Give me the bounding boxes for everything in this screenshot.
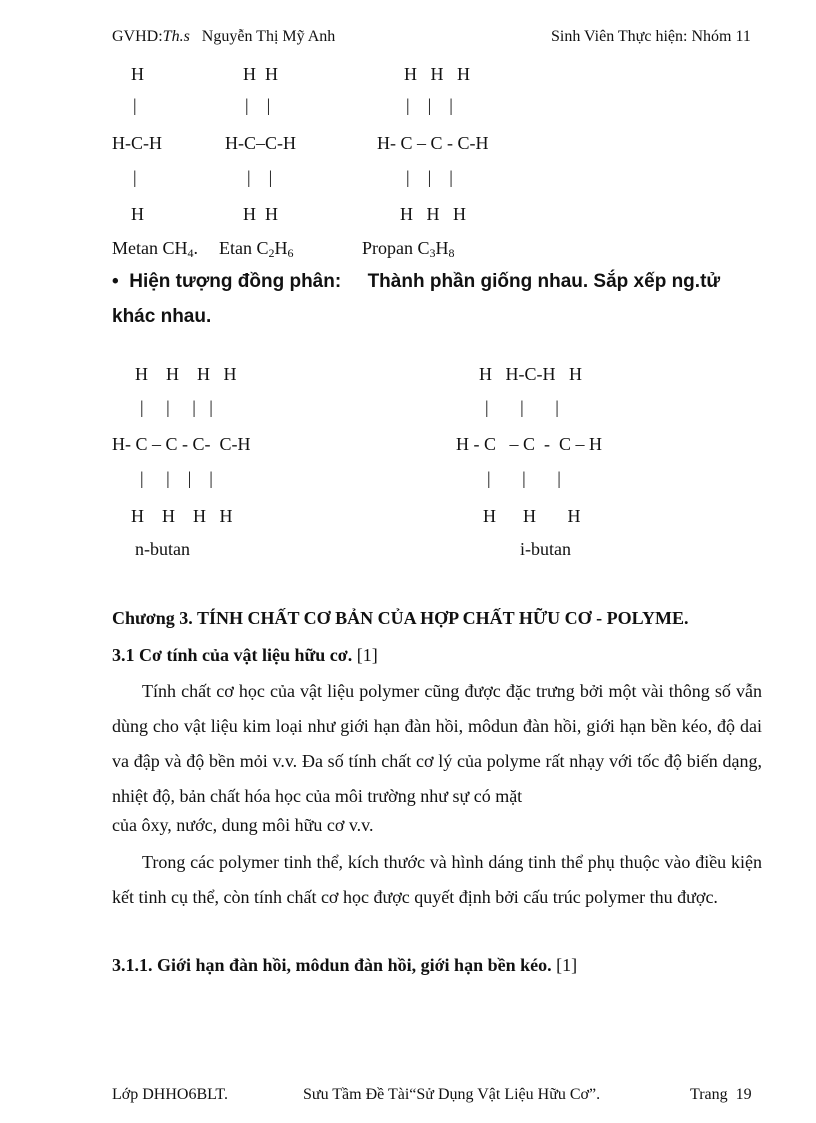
gvhd-name: Nguyễn Thị Mỹ Anh	[201, 28, 336, 45]
etan-label-sub1: 2	[268, 246, 275, 260]
ibutan-label: i-butan	[520, 539, 571, 559]
ibutan-bond-bottom: | | |	[487, 468, 561, 488]
paragraph-1-text: Tính chất cơ học của vật liệu polymer cũng được đặc trưng bởi một vài thông số vẫn dùng cho vật liệu kim loại như giới hạn đàn hồi, môdun đàn hồi, giới hạn bền kéo, độ dai va đập và độ bền mỏi v.v. Đa số tính chất cơ lý của polyme rất nhạy với tốc độ biến dạng, nhiệt độ, bản chất hóa học của môi trường như sự có mặt	[112, 681, 762, 806]
nbutan-label: n-butan	[135, 539, 190, 559]
gvhd-title: Th.s	[162, 28, 190, 45]
section-3-1-1-ref: [1]	[556, 955, 578, 975]
paragraph-2	[112, 845, 762, 915]
metan-label-dot: .	[193, 238, 198, 258]
propan-bond-bottom: | | |	[406, 167, 453, 187]
section-3-1-ref: [1]	[356, 645, 378, 665]
isomer-text: Thành phần giống nhau. Sắp xếp ng.tử	[367, 271, 721, 292]
propan-label-sub2: 8	[448, 246, 455, 260]
nbutan-bond-bottom: | | | |	[140, 468, 213, 488]
metan-label-sub: 4	[187, 246, 194, 260]
propan-label-text: Propan C	[362, 238, 430, 258]
etan-bond-top: | |	[245, 95, 271, 115]
etan-label	[219, 238, 294, 259]
nbutan-bond-top: | | | |	[140, 397, 213, 417]
nbutan-top: H H H H	[135, 364, 237, 384]
metan-label-text: Metan CH	[112, 238, 188, 258]
isomer-line	[112, 271, 720, 293]
nbutan-bottom: H H H H	[131, 506, 233, 526]
etan-label-text: Etan C	[219, 238, 269, 258]
metan-bond-bottom: |	[133, 167, 137, 187]
isomer-label: Hiện tượng đồng phân:	[129, 271, 342, 292]
propan-top: H H H	[404, 64, 470, 84]
chapter-title: Chương 3. TÍNH CHẤT CƠ BẢN CỦA HỢP CHẤT HỮU CƠ - POLYME.	[112, 608, 689, 628]
etan-label-sub2: 6	[287, 246, 294, 260]
metan-top: H	[131, 64, 144, 84]
paragraph-1-end: của ôxy, nước, dung môi hữu cơ v.v.	[112, 815, 374, 835]
propan-label-h: H	[435, 238, 449, 258]
nbutan-mid: H- C – C - C- C-H	[112, 434, 251, 454]
gvhd-prefix: GVHD:	[112, 28, 163, 45]
header-left	[112, 28, 335, 46]
isomer-text-2: khác nhau.	[112, 306, 212, 327]
section-3-1-title: 3.1 Cơ tính của vật liệu hữu cơ.	[112, 645, 353, 665]
propan-bottom: H H H	[400, 204, 466, 224]
ibutan-bottom: H H H	[483, 506, 581, 526]
section-3-1-1-title: 3.1.1. Giới hạn đàn hồi, môdun đàn hồi, giới hạn bền kéo.	[112, 955, 552, 975]
etan-bond-bottom: | |	[247, 167, 273, 187]
metan-label	[112, 238, 198, 259]
section-3-1-heading	[112, 645, 378, 666]
etan-bottom: H H	[243, 204, 278, 224]
footer-page: Trang 19	[690, 1086, 752, 1103]
ibutan-top: H H-C-H H	[479, 364, 582, 384]
etan-label-h: H	[274, 238, 288, 258]
etan-top: H H	[243, 64, 278, 84]
ibutan-bond-top: | | |	[485, 397, 559, 417]
metan-mid: H-C-H	[112, 133, 162, 153]
footer-class: Lớp DHHO6BLT.	[112, 1086, 229, 1103]
metan-bond-top: |	[133, 95, 137, 115]
propan-label	[362, 238, 455, 259]
paragraph-1	[112, 674, 762, 814]
section-3-1-1-heading	[112, 955, 577, 976]
paragraph-2-text: Trong các polymer tinh thể, kích thước và hình dáng tinh thể phụ thuộc vào điều kiện kết tinh cụ thể, còn tính chất cơ học được quyết định bởi cấu trúc polymer thu được.	[112, 852, 762, 907]
header-group: Sinh Viên Thực hiện: Nhóm 11	[551, 28, 751, 45]
propan-label-sub1: 3	[429, 246, 436, 260]
footer-topic: Sưu Tầm Đề Tài“Sử Dụng Vật Liệu Hữu Cơ”.	[303, 1086, 601, 1103]
ibutan-mid: H - C – C - C – H	[456, 434, 603, 454]
etan-mid: H-C–C-H	[225, 133, 296, 153]
propan-mid: H- C – C - C-H	[377, 133, 489, 153]
bullet: •	[112, 271, 119, 292]
metan-bottom: H	[131, 204, 144, 224]
propan-bond-top: | | |	[406, 95, 453, 115]
